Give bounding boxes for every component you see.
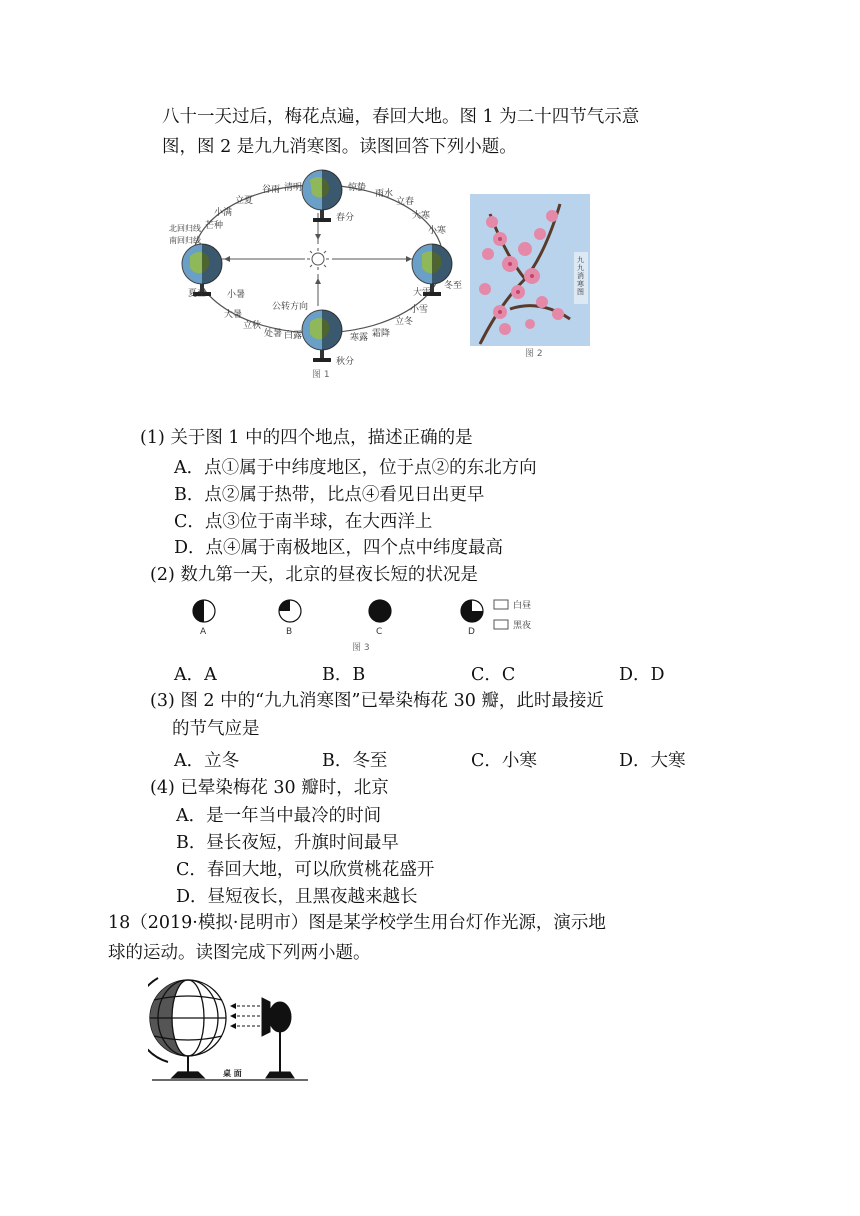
q18-line-1: 18（2019·模拟·昆明市）图是某学校学生用台灯作光源，演示地	[108, 913, 606, 933]
term-label: 芒种	[205, 221, 224, 231]
day-night-circle-d	[461, 600, 483, 622]
q3-option-c[interactable]: C．小寒	[471, 751, 537, 771]
day-night-circle-b	[279, 600, 301, 622]
desk-label: 桌 面	[223, 1069, 242, 1078]
q1-stem: (1) 关于图 1 中的四个地点，描述正确的是	[140, 428, 473, 448]
term-label: 小满	[214, 208, 233, 218]
desk-lamp-icon	[262, 998, 294, 1078]
term-label: 寒露	[350, 333, 369, 343]
figure-1-caption: 图 1	[312, 370, 330, 380]
term-label: 大暑	[224, 310, 243, 320]
figure-1-solar-terms	[160, 168, 463, 380]
legend-day-label: 白昼	[513, 601, 532, 611]
day-night-circle-c	[369, 600, 391, 622]
term-label: 立秋	[243, 321, 262, 331]
legend-night-label: 黑夜	[513, 621, 532, 631]
term-label: 大雪	[413, 288, 432, 298]
q2-option-c[interactable]: C．C	[471, 665, 516, 685]
term-label: 白露	[284, 331, 303, 341]
figure-2-caption: 图 2	[525, 349, 543, 359]
q4-option-a[interactable]: A．是一年当中最冷的时间	[176, 806, 382, 826]
light-arrows-icon	[232, 1006, 260, 1026]
term-label: 春分	[336, 213, 355, 223]
q4-option-d[interactable]: D．昼短夜长，且黑夜越来越长	[176, 887, 418, 907]
q2-stem: (2) 数九第一天，北京的昼夜长短的状况是	[150, 565, 478, 585]
term-label: 秋分	[336, 357, 355, 367]
globe-icon	[148, 978, 226, 1078]
circle-label-d: D	[468, 627, 475, 637]
figure-globe-lamp	[148, 970, 313, 1085]
legend-day-box	[494, 600, 508, 609]
night-sector	[193, 600, 204, 622]
term-label: 立夏	[235, 196, 254, 206]
term-label: 小寒	[428, 226, 447, 236]
figure-2-plum-blossom	[470, 194, 590, 359]
legend-night-box	[494, 620, 508, 629]
q3-option-a[interactable]: A．立冬	[174, 751, 240, 771]
term-label: 冬至	[444, 281, 463, 291]
orbit-diagram	[160, 168, 463, 380]
term-label: 立冬	[395, 317, 414, 327]
term-label: 谷雨	[262, 185, 281, 195]
circle-label-c: C	[376, 627, 383, 637]
intro-line-1: 八十一天过后，梅花点遍，春回大地。图 1 为二十四节气示意	[162, 107, 640, 127]
q4-stem: (4) 已晕染梅花 30 瓣时，北京	[150, 778, 389, 798]
q3-stem-line-2: 的节气应是	[172, 719, 260, 739]
q3-option-b[interactable]: B．冬至	[322, 751, 388, 771]
q18-line-2: 球的运动。读图完成下列两小题。	[108, 943, 371, 963]
north-tropic-label: 北回归线	[169, 224, 201, 233]
day-night-circles	[180, 596, 560, 654]
q1-option-b[interactable]: B．点②属于热带，比点④看见日出更早	[174, 485, 485, 505]
term-label: 小雪	[410, 305, 429, 315]
south-tropic-label: 南回归线	[169, 236, 201, 245]
q3-option-d[interactable]: D．大寒	[619, 751, 686, 771]
figure-3-caption: 图 3	[352, 643, 370, 653]
figure-2-vertical-title: 九九消寒图	[577, 256, 584, 296]
q2-option-b[interactable]: B．B	[322, 665, 366, 685]
night-sector	[369, 600, 391, 622]
q4-option-b[interactable]: B．昼长夜短，升旗时间最早	[176, 833, 399, 853]
figure-3-day-night	[180, 596, 560, 654]
term-label: 霜降	[372, 329, 391, 339]
term-label: 夏至	[188, 289, 207, 299]
q1-option-a[interactable]: A．点①属于中纬度地区，位于点②的东北方向	[174, 458, 537, 478]
plum-blossom-image	[470, 194, 590, 346]
q1-option-d[interactable]: D．点④属于南极地区，四个点中纬度最高	[174, 538, 504, 558]
term-label: 惊蛰	[348, 183, 367, 193]
sun-icon	[307, 248, 329, 270]
term-label: 立春	[396, 197, 415, 207]
q3-stem-line-1: (3) 图 2 中的“九九消寒图”已晕染梅花 30 瓣，此时最接近	[150, 691, 604, 711]
term-label: 大寒	[412, 211, 431, 221]
term-label: 雨水	[375, 189, 394, 199]
day-night-circle-a	[193, 600, 215, 622]
circle-label-b: B	[286, 627, 293, 637]
q2-option-d[interactable]: D．D	[619, 665, 665, 685]
q2-option-a[interactable]: A．A	[174, 665, 217, 685]
orbit-direction-label: 公转方向	[272, 302, 309, 312]
q4-option-c[interactable]: C．春回大地，可以欣赏桃花盛开	[176, 860, 435, 880]
term-label: 小暑	[227, 290, 246, 300]
intro-line-2: 图，图 2 是九九消寒图。读图回答下列小题。	[162, 137, 517, 157]
night-sector	[279, 600, 290, 611]
term-label: 清明	[284, 183, 303, 193]
circle-label-a: A	[200, 627, 207, 637]
q1-option-c[interactable]: C．点③位于南半球，在大西洋上	[174, 512, 433, 532]
term-label: 处暑	[264, 329, 283, 339]
